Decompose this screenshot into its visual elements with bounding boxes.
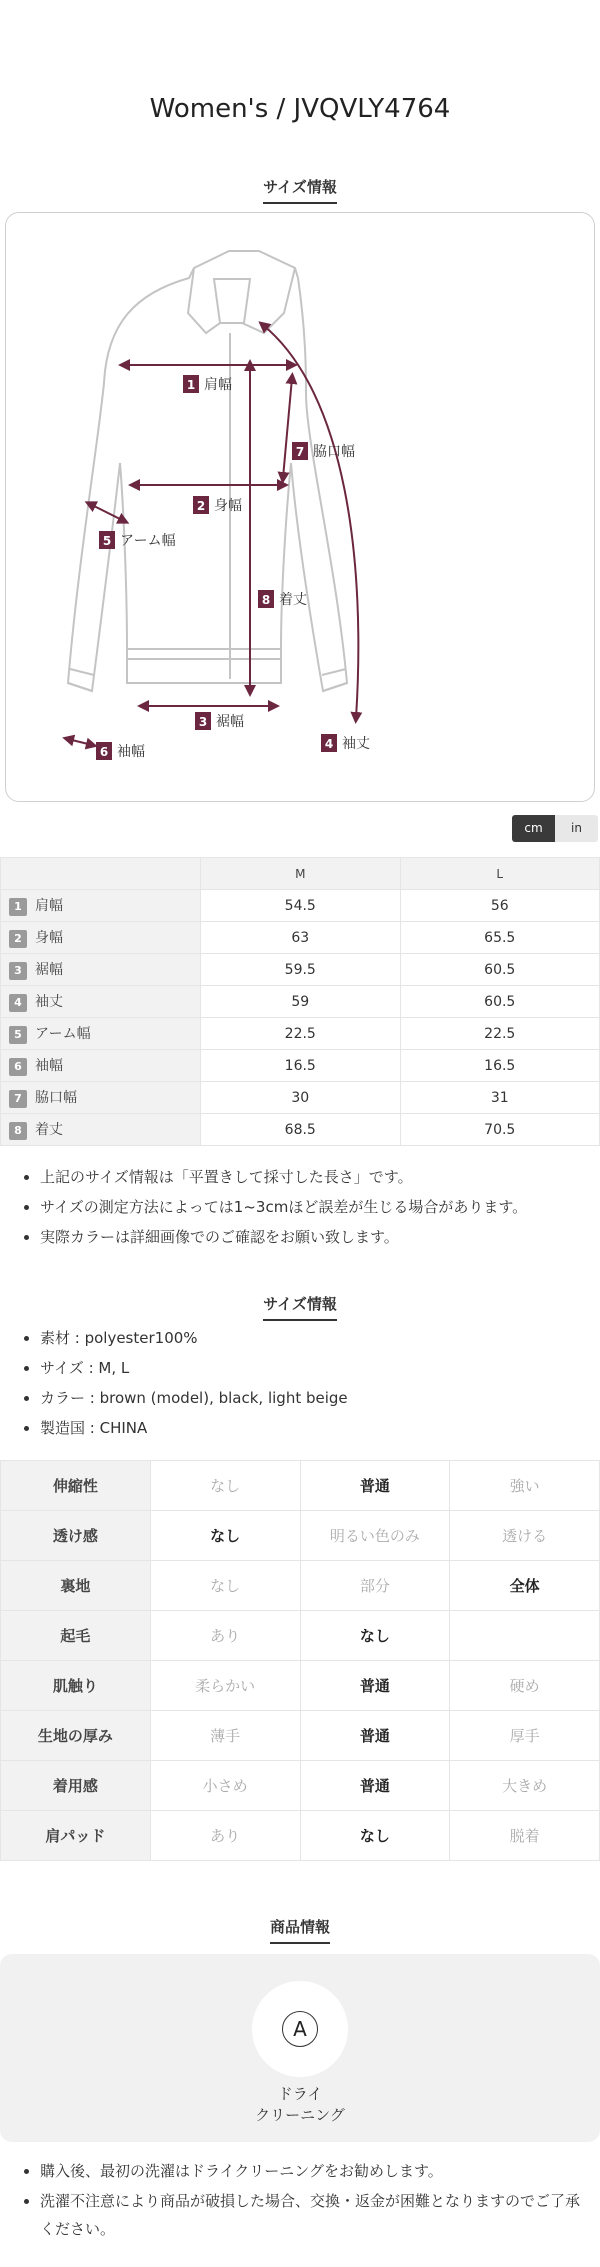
fabric-option: 普通: [300, 1661, 450, 1711]
svg-text:5: 5: [102, 534, 112, 548]
product-section-heading: 商品情報: [0, 1916, 600, 1944]
list-item: • 洗濯不注意により商品が破損した場合、交換・返金が困難となりますのでご了承ください。: [40, 2187, 585, 2243]
fabric-option: なし: [300, 1811, 450, 1861]
fabric-option: 部分: [300, 1561, 450, 1611]
svg-text:2: 2: [196, 499, 206, 513]
fabric-option: なし: [150, 1461, 300, 1511]
table-row: 3 裾幅 59.5 60.5: [1, 954, 600, 986]
table-row: [1, 1611, 600, 1661]
size-column-l: L: [400, 858, 600, 890]
fabric-table: [0, 1460, 600, 1861]
table-row: [1, 1761, 600, 1811]
fabric-option: なし: [150, 1561, 300, 1611]
table-row: [1, 1511, 600, 1561]
fabric-option: 脱着: [450, 1811, 600, 1861]
dry-clean-icon: A: [282, 2011, 318, 2047]
size-table: [0, 857, 600, 1146]
fabric-attribute-label: 伸縮性: [1, 1461, 151, 1511]
unit-toggle: [512, 815, 598, 842]
care-box: [0, 1954, 600, 2142]
fabric-option: 全体: [450, 1561, 600, 1611]
fabric-option: 明るい色のみ: [300, 1511, 450, 1561]
size-table-corner: [1, 858, 201, 890]
table-row: 5 アーム幅 22.5 22.5: [1, 1018, 600, 1050]
svg-text:着丈: 着丈: [279, 592, 307, 608]
care-label: ドライ クリーニング: [255, 2085, 345, 2124]
fabric-attribute-label: 着用感: [1, 1761, 151, 1811]
list-item: • サイズの測定方法によっては1~3cmほど誤差が生じる場合があります。: [40, 1192, 590, 1222]
list-item: • 上記のサイズ情報は「平置きして採寸した長さ」です。: [40, 1162, 590, 1192]
svg-text:4: 4: [324, 737, 334, 751]
fabric-attribute-label: 肌触り: [1, 1661, 151, 1711]
jacket-outline: [68, 251, 347, 691]
product-title: Women's / JVQVLY4764: [149, 94, 451, 124]
fabric-option: 薄手: [150, 1711, 300, 1761]
fabric-attribute-label: 肩パッド: [1, 1811, 151, 1861]
fabric-option: 大きめ: [450, 1761, 600, 1811]
svg-text:アーム幅: アーム幅: [120, 533, 176, 549]
info-section-heading: サイズ情報: [0, 1293, 600, 1321]
svg-text:6: 6: [99, 745, 109, 759]
fabric-option: 普通: [300, 1711, 450, 1761]
fabric-option: 柔らかい: [150, 1661, 300, 1711]
table-row: 8 着丈 68.5 70.5: [1, 1114, 600, 1146]
size-column-m: M: [201, 858, 401, 890]
table-row: [1, 1661, 600, 1711]
table-row: [1, 1461, 600, 1511]
svg-text:1: 1: [186, 378, 196, 392]
size-notes: [40, 1162, 590, 1252]
svg-text:脇口幅: 脇口幅: [313, 444, 355, 460]
fabric-attribute-label: 透け感: [1, 1511, 151, 1561]
list-item: • 購入後、最初の洗濯はドライクリーニングをお勧めします。: [40, 2157, 585, 2185]
fabric-attribute-label: 生地の厚み: [1, 1711, 151, 1761]
svg-text:袖丈: 袖丈: [342, 736, 370, 752]
fabric-attribute-label: 起毛: [1, 1611, 151, 1661]
fabric-option: 硬め: [450, 1661, 600, 1711]
fabric-option: 透ける: [450, 1511, 600, 1561]
svg-text:裾幅: 裾幅: [216, 714, 244, 730]
table-row: [1, 1561, 600, 1611]
fabric-option: なし: [300, 1611, 450, 1661]
fabric-option: あり: [150, 1811, 300, 1861]
table-row: 7 脇口幅 30 31: [1, 1082, 600, 1114]
care-notes: [40, 2157, 585, 2245]
size-section-heading: サイズ情報: [0, 176, 600, 204]
fabric-option: 小さめ: [150, 1761, 300, 1811]
list-item: • 素材 : polyester100%: [40, 1323, 590, 1353]
size-diagram: [5, 212, 595, 802]
table-row: [1, 1711, 600, 1761]
size-table-header: [1, 858, 600, 890]
product-info-list: [40, 1323, 590, 1443]
care-icon-circle: [252, 1981, 348, 2077]
fabric-option: 厚手: [450, 1711, 600, 1761]
table-row: 6 袖幅 16.5 16.5: [1, 1050, 600, 1082]
svg-text:身幅: 身幅: [214, 498, 242, 514]
svg-text:8: 8: [261, 593, 271, 607]
svg-text:肩幅: 肩幅: [204, 377, 232, 393]
unit-cm-button[interactable]: cm: [512, 815, 555, 842]
fabric-option: なし: [150, 1511, 300, 1561]
list-item: • 実際カラーは詳細画像でのご確認をお願い致します。: [40, 1222, 590, 1252]
fabric-attribute-label: 裏地: [1, 1561, 151, 1611]
unit-in-button[interactable]: in: [555, 815, 598, 842]
list-item: • カラー : brown (model), black, light beige: [40, 1383, 590, 1413]
fabric-option: 強い: [450, 1461, 600, 1511]
list-item: • サイズ : M, L: [40, 1353, 590, 1383]
fabric-option: [450, 1611, 600, 1661]
table-row: 4 袖丈 59 60.5: [1, 986, 600, 1018]
list-item: • 製造国 : CHINA: [40, 1413, 590, 1443]
table-row: 2 身幅 63 65.5: [1, 922, 600, 954]
table-row: 1 肩幅 54.5 56: [1, 890, 600, 922]
table-row: [1, 1811, 600, 1861]
svg-text:袖幅: 袖幅: [117, 744, 145, 760]
fabric-option: 普通: [300, 1761, 450, 1811]
fabric-option: あり: [150, 1611, 300, 1661]
svg-text:7: 7: [295, 445, 305, 459]
svg-text:3: 3: [198, 715, 208, 729]
fabric-option: 普通: [300, 1461, 450, 1511]
